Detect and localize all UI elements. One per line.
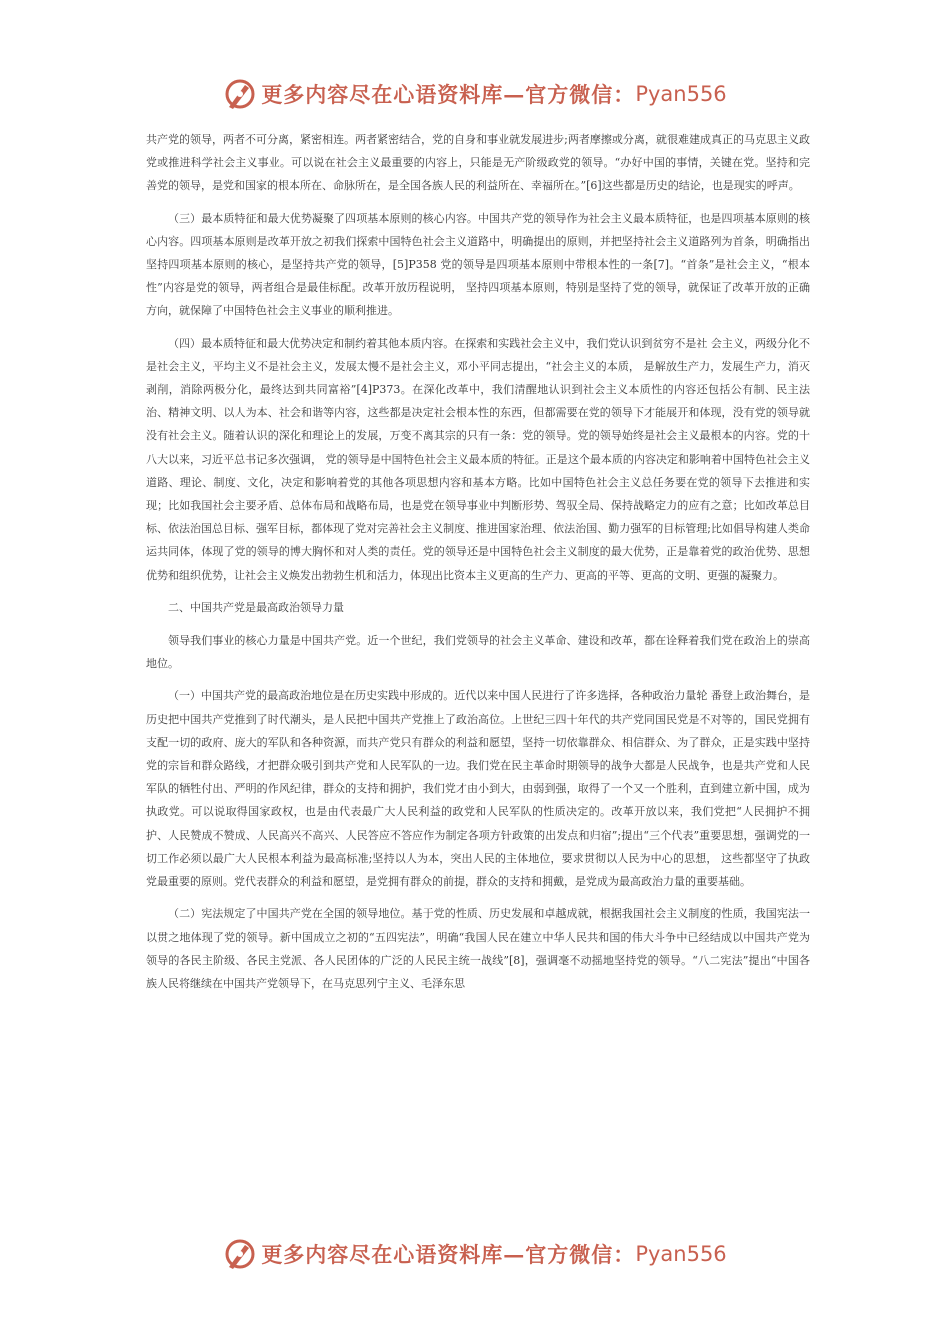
header-banner	[0, 72, 950, 116]
banner-wechat-id: Pyan556	[635, 82, 727, 106]
paragraph-6: （二）宪法规定了中国共产党在全国的领导地位。基于党的性质、历史发展和卓越成就，根据我国社会主义制度的性质，我国宪法一以贯之地体现了党的领导。新中国成立之初的“五四宪法”，明确“我国人民在建立中华人民共和国的伟大斗争中已经结成以中国共产党为领导的各民主阶级、各民主党派、各人民团体的广泛的人民民主统一战线”[8]，强调毫不动摇地坚持党的领导。“八二宪法”提出“中国各族人民将继续在中国共产党领导下，在马克思列宁主义、毛泽东思	[146, 907, 810, 990]
footer-banner	[0, 1232, 950, 1276]
banner-title: 更多内容尽在心语资料库—官方微信：	[261, 1242, 636, 1267]
paragraph-3: （四）最本质特征和最大优势决定和制约着其他本质内容。在探索和实践社会主义中，我们党认识到贫穷不是社 会主义，两级分化不是社会主义，平均主义不是社会主义，发展太慢不是社会主义，邓小平同志提出，“社会主义的本质， 是解放生产力，发展生产力，消灭剥削，消除两极分化，最终达到共同富裕”[4]P373。在深化改革中，我们清醒地认识到社会主义本质性的内容还包括公有制、民主法治、精神文明、以人为本、社会和谐等内容，这些都是决定社会根本性的东西，但都需要在党的领导下才能展开和体现，没有党的领导就没有社会主义。随着认识的深化和理论上的发展，万变不离其宗的只有一条：党的领导。党的领导始终是社会主义最根本的内容。党的十八大以来，习近平总书记多次强调， 党的领导是中国特色社会主义最本质的特征。正是这个最本质的内容决定和影响着中国特色社会主义道路、理论、制度、文化，决定和影响着党的其他各项思想内容和基本方略。比如中国特色社会主义总任务要在党的领导下去推进和实现；比如我国社会主要矛盾、总体布局和战略布局，也是党在领导事业中判断形势、驾驭全局、保持战略定力的应有之意；比如改革总目标、依法治国总目标、强军目标，都体现了党对完善社会主义制度、推进国家治理、依法治国、勤力强军的目标管理;比如倡导构建人类命运共同体，体现了党的领导的博大胸怀和对人类的责任。党的领导还是中国特色社会主义制度的最大优势，正是靠着党的政治优势、思想优势和组织优势，让社会主义焕发出勃勃生机和活力，体现出比资本主义更高的生产力、更高的平等、更高的文明、更强的凝聚力。	[146, 336, 810, 582]
paragraph-2: （三）最本质特征和最大优势凝聚了四项基本原则的核心内容。中国共产党的领导作为社会主义最本质特征，也是四项基本原则的核心内容。四项基本原则是改革开放之初我们探索中国特色社会主义道路中，明确提出的原则，并把坚持社会主义道路列为首条，明确指出坚持四项基本原则的核心，是坚持共产党的领导，[5]P358 党的领导是四项基本原则中带根本性的一条[7]。“首条”是社会主义，“根本性”内容是党的领导，两者组合是最佳标配。改革开放历程说明， 坚持四项基本原则，特别是坚持了党的领导，就保证了改革开放的正确方向，就保障了中国特色社会主义事业的顺利推进。	[146, 211, 810, 318]
banner-title: 更多内容尽在心语资料库—官方微信：	[261, 82, 636, 107]
section-heading: 二、中国共产党是最高政治领导力量	[168, 600, 344, 614]
banner-wechat-id: Pyan556	[635, 1242, 727, 1266]
document-body	[146, 128, 810, 1004]
paragraph-5: （一）中国共产党的最高政治地位是在历史实践中形成的。近代以来中国人民进行了许多选择，各种政治力量轮 番登上政治舞台，是历史把中国共产党推到了时代潮头，是人民把中国共产党推上了政治高位。上世纪三四十年代的共产党同国民党是不对等的，国民党拥有支配一切的政府、庞大的军队和各种资源，而共产党只有群众的利益和愿望，坚持一切依靠群众、相信群众、为了群众，正是实践中坚持党的宗旨和群众路线，才把群众吸引到共产党和人民军队的一边。我们党在民主革命时期领导的战争大都是人民战争，也是共产党和人民军队的牺牲付出、严明的作风纪律，群众的支持和拥护，我们党才由小到大，由弱到强，取得了一个又一个胜利，直到建立新中国，成为执政党。可以说取得国家政权，也是由代表最广大人民利益的政党和人民军队的性质决定的。改革开放以来，我们党把“人民拥护不拥护、人民赞成不赞成、人民高兴不高兴、人民答应不答应作为制定各项方针政策的出发点和归宿”;提出“三个代表”重要思想，强调党的一切工作必须以最广大人民根本利益为最高标准;坚持以人为本，突出人民的主体地位，要求贯彻以人民为中心的思想， 这些都坚守了执政党最重要的原则。党代表群众的利益和愿望，是党拥有群众的前提，群众的支持和拥戴，是党成为最高政治力量的重要基础。	[146, 689, 810, 889]
paragraph-4: 领导我们事业的核心力量是中国共产党。近一个世纪，我们党领导的社会主义革命、建设和改革，都在诠释着我们党在政治上的崇高地位。	[146, 634, 810, 671]
pen-circle-logo-icon	[223, 77, 257, 111]
pen-circle-logo-icon	[223, 1237, 257, 1271]
paragraph-1: 共产党的领导，两者不可分离，紧密相连。两者紧密结合，党的自身和事业就发展进步;两者摩擦或分离，就很难建成真正的马克思主义政党或推进科学社会主义事业。可以说在社会主义最重要的内容上，只能是无产阶级政党的领导。“办好中国的事情，关键在党。坚持和完善党的领导，是党和国家的根本所在、命脉所在，是全国各族人民的利益所在、幸福所在。”[6]这些都是历史的结论，也是现实的呼声。	[146, 133, 810, 193]
